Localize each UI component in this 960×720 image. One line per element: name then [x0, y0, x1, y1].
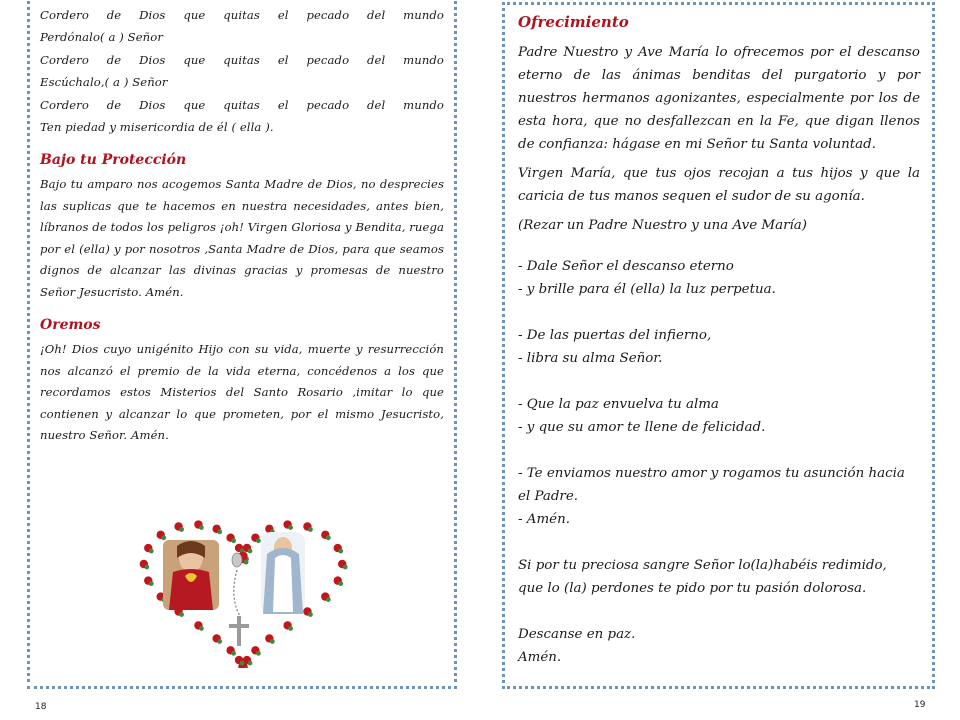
- section-title-oremos: Oremos: [40, 317, 101, 333]
- verse-line: Ten piedad y misericordia de él ( ella ).: [40, 119, 274, 134]
- leaf-icon: [308, 527, 313, 532]
- leaf-icon: [288, 525, 293, 530]
- virgin-mary-image: [261, 532, 305, 614]
- section-title-ofrecimiento: Ofrecimiento: [518, 13, 629, 31]
- sacred-hearts-rose-frame-image: [133, 518, 353, 668]
- sacred-heart-of-jesus-image: [163, 540, 219, 610]
- lamb-of-god-verse-1: [40, 5, 444, 48]
- medal-icon: [232, 553, 242, 567]
- bajo-tu-proteccion-text: Bajo tu amparo nos acogemos Santa Madre de Dios, no desprecies las suplicas que te hacemos en nuestra necesidades, antes bien, líbranos de todos los peligros ¡oh! Virgen Gloriosa y Bendita, ruega por el (ella) y por nosotros ,Santa Madre de Dios, para que seamos dignos de alcanzar las divinas gracias y promesas de nuestro Señor Jesucristo. Amén.: [40, 177, 444, 299]
- leaf-icon: [326, 597, 331, 602]
- leaf-icon: [231, 651, 236, 656]
- verse-line: Perdónalo( a ) Señor: [40, 29, 163, 44]
- leaf-icon: [161, 535, 166, 540]
- blank-line: [518, 370, 920, 393]
- responsory-line: Descanse en paz.: [518, 627, 636, 642]
- leaf-icon: [248, 549, 253, 554]
- responsory-line: que lo (la) perdones te pido por tu pasión dolorosa.: [518, 581, 867, 596]
- leaf-icon: [256, 651, 261, 656]
- leaf-icon: [149, 581, 154, 586]
- responsory-line: Amén.: [518, 650, 562, 665]
- leaf-icon: [288, 626, 293, 631]
- responsory-line: - y brille para él (ella) la luz perpetua.: [518, 282, 776, 297]
- page-number-left: 18: [35, 702, 47, 712]
- rosary-crucifix-icon: [229, 570, 249, 646]
- lamb-of-god-verse-2: [40, 50, 444, 93]
- leaf-icon: [217, 529, 222, 534]
- leaf-icon: [199, 525, 204, 530]
- verse-line: Escúchalo,( a ) Señor: [40, 74, 168, 89]
- leaf-icon: [270, 639, 275, 644]
- responsory-line: - Te enviamos nuestro amor y rogamos tu asunción hacia: [518, 466, 905, 481]
- leaf-icon: [338, 581, 343, 586]
- verse-line: Cordero de Dios que quitas el pecado del mundo: [40, 8, 444, 22]
- ofrecimiento-paragraph-1: Padre Nuestro y Ave María lo ofrecemos por el descanso eterno de las ánimas benditas del purgatorio y por nuestros hermanos agonizantes, especialmente por los de esta hora, que no desfallezcan en la Fe, que digan llenos de confianza: hágase en mi Señor tu Santa voluntad.: [518, 45, 920, 152]
- right-page-panel: [502, 2, 935, 689]
- verse-line: Cordero de Dios que quitas el pecado del mundo: [40, 53, 444, 67]
- blank-line: [518, 531, 920, 554]
- ofrecimiento-paragraph-3: (Rezar un Padre Nuestro y una Ave María): [518, 218, 807, 233]
- blank-line: [518, 600, 920, 623]
- leaf-icon: [248, 661, 253, 666]
- responsory-line: - libra su alma Señor.: [518, 351, 663, 366]
- leaf-icon: [308, 612, 313, 617]
- leaf-icon: [179, 612, 184, 617]
- responsory-line: - Que la paz envuelva tu alma: [518, 397, 719, 412]
- leaf-icon: [149, 549, 154, 554]
- leaf-icon: [338, 549, 343, 554]
- leaf-icon: [217, 639, 222, 644]
- oremos-text: ¡Oh! Dios cuyo unigénito Hijo con su vida, muerte y resurrección nos alcanzó el premio de la vida eterna, concédenos a los que recordamos estos Misterios del Santo Rosario ,imitar lo que contienen y alcanzar lo que prometen, por el mismo Jesucristo, nuestro Señor. Amén.: [40, 342, 444, 442]
- lamb-of-god-verse-3: [40, 95, 444, 138]
- leaf-icon: [199, 626, 204, 631]
- responsory-line: Si por tu preciosa sangre Señor lo(la)habéis redimido,: [518, 558, 887, 573]
- responsory-line: - Dale Señor el descanso eterno: [518, 259, 734, 274]
- responsory-line: el Padre.: [518, 489, 579, 504]
- verse-line: Cordero de Dios que quitas el pecado del mundo: [40, 98, 444, 112]
- leaf-icon: [256, 538, 261, 543]
- page-number-right: 19: [914, 700, 926, 710]
- responsory-line: - De las puertas del infierno,: [518, 328, 712, 343]
- leaf-icon: [231, 538, 236, 543]
- leaf-icon: [179, 527, 184, 532]
- leaf-icon: [326, 535, 331, 540]
- leaf-icon: [244, 560, 249, 565]
- responsory-lines: [518, 255, 920, 669]
- ofrecimiento-paragraph-2: Virgen María, que tus ojos recojan a tus hijos y que la caricia de tus manos sequen el sudor de su agonía.: [518, 166, 920, 204]
- responsory-line: - Amén.: [518, 512, 570, 527]
- leaf-icon: [343, 565, 348, 570]
- blank-line: [518, 439, 920, 462]
- responsory-line: - y que su amor te llene de felicidad.: [518, 420, 766, 435]
- section-title-bajo-tu-proteccion: Bajo tu Protección: [40, 152, 187, 168]
- blank-line: [518, 301, 920, 324]
- leaf-icon: [240, 661, 245, 666]
- leaf-icon: [144, 565, 149, 570]
